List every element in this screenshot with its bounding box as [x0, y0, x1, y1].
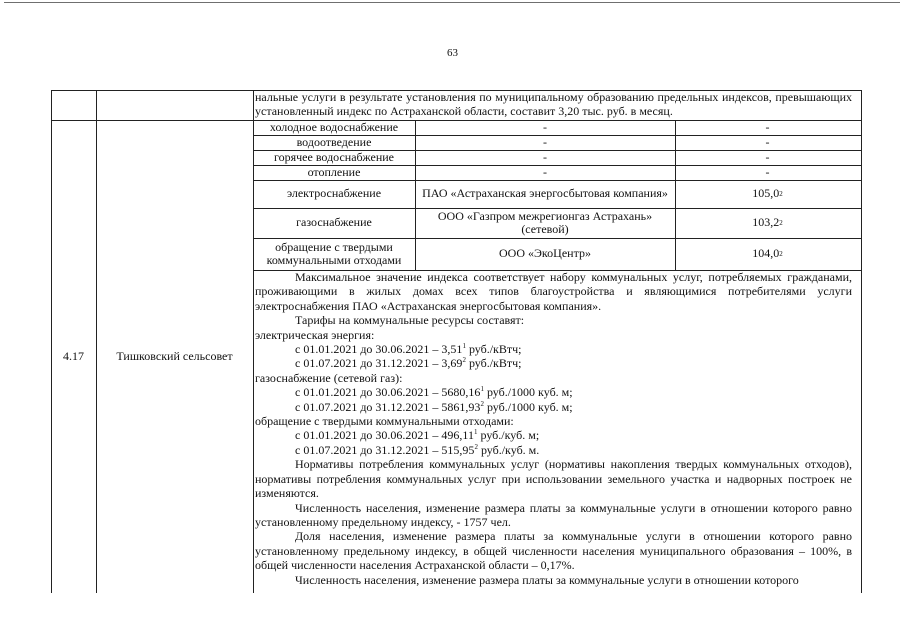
tariffs-title: Тарифы на коммунальные ресурсы составят: [295, 313, 525, 328]
service-cell: водоотведение [296, 134, 372, 149]
service-cell: отопление [307, 164, 361, 179]
index-cell: - [765, 119, 770, 134]
row-number: 4.17 [63, 348, 84, 363]
provider-cell: ПАО «Астраханская энергосбытовая компания» [422, 186, 668, 201]
index-cell: - [765, 134, 770, 149]
municipality-name: Тишковский сельсовет [116, 348, 233, 363]
page-number: 63 [447, 47, 458, 59]
waste-tariff-2: с 01.07.2021 до 31.12.2021 – 515,95$^2$ руб./куб. м. [295, 442, 540, 457]
service-cell: электроснабжение [286, 186, 382, 201]
provider-cell: - [543, 149, 547, 164]
norms-paragraph: Нормативы потребления коммунальных услуг (нормативы накопления твердых коммунальных отходов), нормативы потребления коммунальных услуг при использовании земельного участка и надворных построек не изменяются. [255, 457, 852, 501]
provider-cell: ООО «Газпром межрегионгаз Астрахань» (сетевой) [437, 209, 653, 236]
index-cell: 104,0 2 [752, 246, 783, 261]
electric-title: электрическая энергия: [255, 327, 375, 342]
gas-title: газоснабжение (сетевой газ): [255, 370, 403, 385]
share-paragraph: Доля населения, изменение размера платы за коммунальные услуги в отношении которого равно установленному предельному индексу, в общей численности населения муниципального образования – 100%, в общей численности населения Астраханской области – 0,17%. [255, 529, 852, 573]
service-cell: горячее водоснабжение [274, 149, 394, 164]
provider-cell: - [543, 119, 547, 134]
provider-cell: - [543, 134, 547, 149]
index-cell: 105,0 2 [752, 186, 783, 201]
gas-tariff-2: с 01.07.2021 до 31.12.2021 – 5861,93$^2$ руб./1000 куб. м; [295, 399, 573, 414]
gas-tariff-1: с 01.01.2021 до 30.06.2021 – 5680,16$^1$ руб./1000 куб. м; [295, 385, 573, 400]
service-cell: обращение с твердыми коммунальными отходами [266, 240, 402, 267]
population-paragraph-cut: Численность населения, изменение размера платы за коммунальные услуги в отношении которого [295, 572, 799, 587]
electric-tariff-2: с 01.07.2021 до 31.12.2021 – 3,69$^2$ руб./кВтч; [295, 356, 522, 371]
electric-tariff-1: с 01.01.2021 до 30.06.2021 – 3,51$^1$ руб./кВтч; [295, 342, 522, 357]
max-index-paragraph: Максимальное значение индекса соответствует набору коммунальных услуг, потребляемых гражданами, проживающими в жилых домах всех типов благоустройства и являющимися потребителями услуги электроснабжения ПАО «Астраханская энергосбытовая компания». [255, 270, 852, 313]
index-cell: - [765, 164, 770, 179]
waste-tariff-1: с 01.01.2021 до 30.06.2021 – 496,11$^1$ руб./куб. м; [295, 428, 540, 443]
provider-cell: ООО «ЭкоЦентр» [499, 246, 591, 261]
continuation-paragraph: нальные услуги в результате установления по муниципальному образованию предельных индексов, превышающих установленный индекс по Астраханской области, составит 3,20 тыс. руб. в месяц. [255, 90, 852, 119]
index-cell: - [765, 149, 770, 164]
top-rule [4, 2, 900, 3]
service-cell: холодное водоснабжение [269, 119, 399, 134]
provider-cell: - [543, 164, 547, 179]
tariff-description [255, 270, 852, 592]
index-cell: 103,2 2 [752, 215, 783, 230]
waste-title: обращение с твердыми коммунальными отходами: [255, 414, 514, 429]
service-cell: газоснабжение [296, 215, 372, 230]
population-paragraph: Численность населения, изменение размера платы за коммунальные услуги в отношении которого равно установленному предельному индексу, - 1757 чел. [255, 500, 852, 529]
